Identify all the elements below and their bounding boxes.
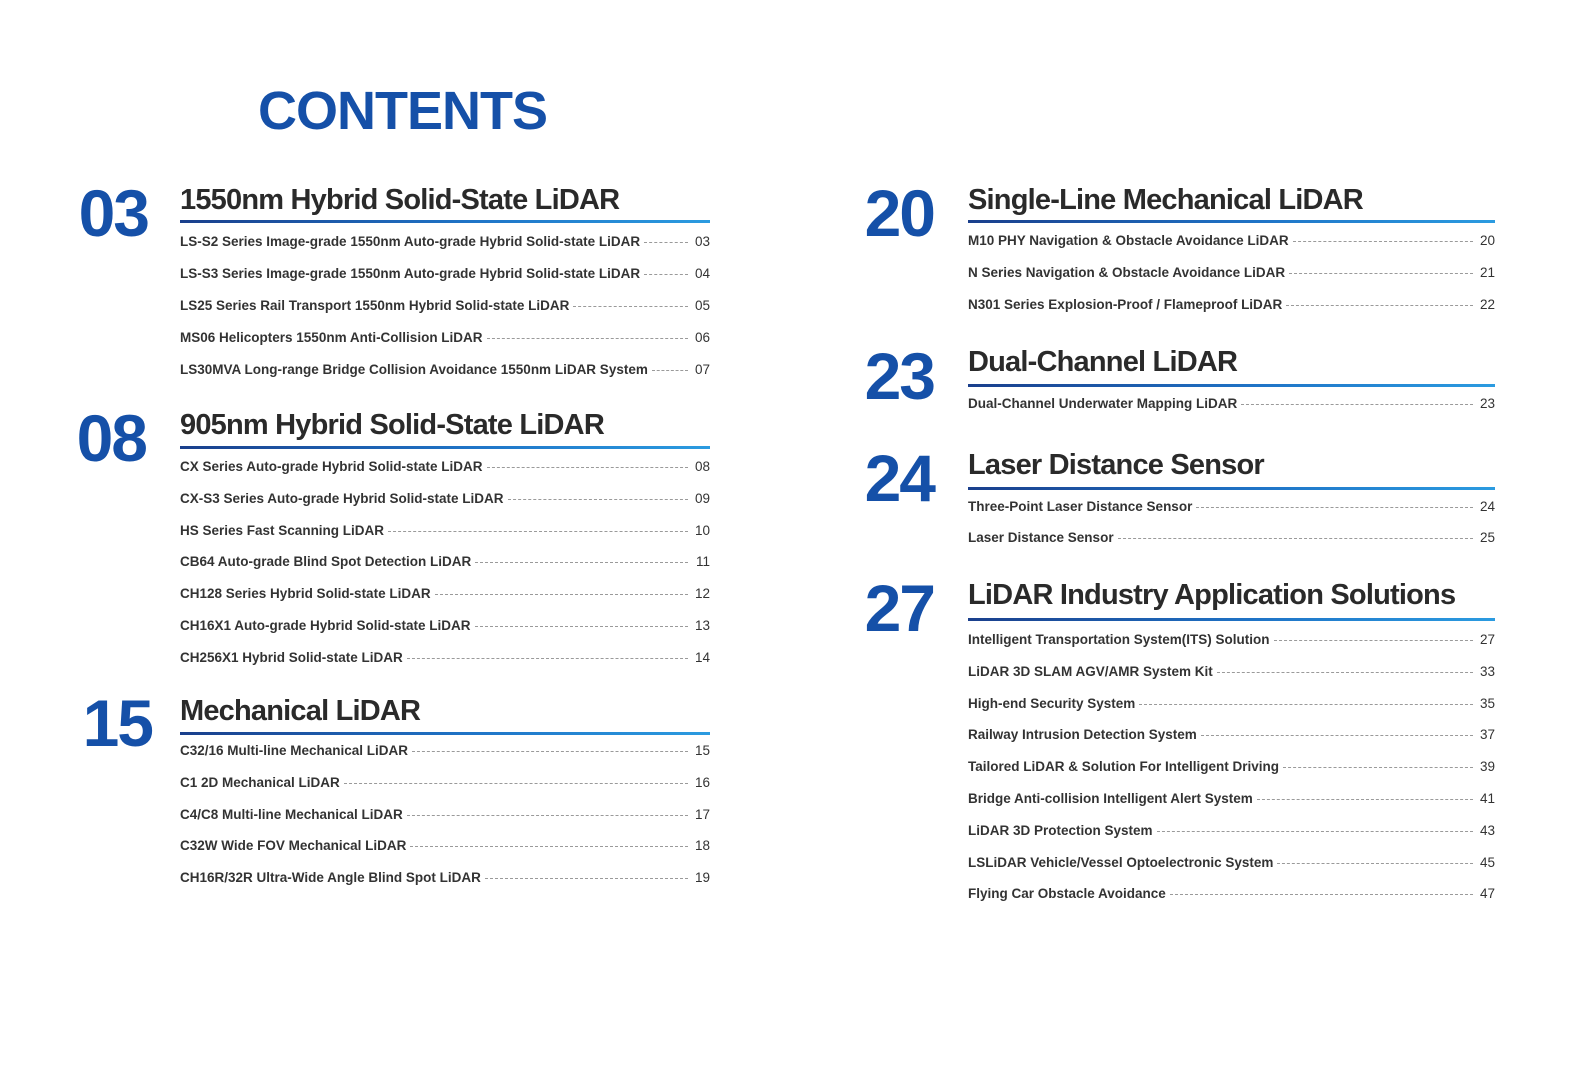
toc-entry-title: C32/16 Multi-line Mechanical LiDAR [180,742,409,758]
section-heading: Single-Line Mechanical LiDAR [968,184,1363,216]
dotted-leader [487,338,688,339]
toc-page-number: 25 [1479,529,1495,545]
toc-entry[interactable] [180,583,710,603]
toc-entry[interactable] [968,883,1495,903]
section-number: 20 [864,176,934,250]
dotted-leader [407,658,688,659]
toc-page-number: 14 [694,649,710,665]
toc-entry-title: Laser Distance Sensor [968,529,1114,545]
dotted-leader [1289,273,1473,274]
dotted-leader [435,594,688,595]
toc-entry-title: CX Series Auto-grade Hybrid Solid-state LiDAR [180,458,483,474]
toc-entry[interactable] [180,804,710,824]
toc-entry-title: Bridge Anti-collision Intelligent Alert System [968,790,1253,806]
toc-entry[interactable] [180,520,710,540]
toc-entry-title: Tailored LiDAR & Solution For Intelligent Driving [968,758,1279,774]
toc-entry[interactable] [180,359,710,379]
toc-entry-title: C32W Wide FOV Mechanical LiDAR [180,837,407,853]
toc-page-number: 45 [1479,854,1495,870]
dotted-leader [1293,241,1473,242]
section-number: 03 [78,176,148,250]
toc-page-number: 23 [1479,395,1495,411]
dotted-leader [1286,305,1473,306]
toc-entry-title: High-end Security System [968,695,1136,711]
toc-entry-title: LiDAR 3D SLAM AGV/AMR System Kit [968,663,1213,679]
section-number: 27 [864,571,934,645]
toc-entry-title: LSLiDAR Vehicle/Vessel Optoelectronic System [968,854,1274,870]
toc-entry-title: CB64 Auto-grade Blind Spot Detection LiDAR [180,553,472,569]
toc-page-number: 21 [1479,264,1495,280]
section-number: 24 [864,441,934,515]
section-heading: Laser Distance Sensor [968,449,1264,481]
toc-entry[interactable] [180,647,710,667]
toc-entry-title: CX-S3 Series Auto-grade Hybrid Solid-state LiDAR [180,490,504,506]
toc-entry[interactable] [968,393,1495,413]
toc-entry-title: Three-Point Laser Distance Sensor [968,498,1193,514]
toc-entry[interactable] [968,852,1495,872]
dotted-leader [644,274,688,275]
dotted-leader [1118,538,1473,539]
toc-entry-title: MS06 Helicopters 1550nm Anti-Collision LiDAR [180,329,483,345]
toc-entry-title: CH16X1 Auto-grade Hybrid Solid-state LiDAR [180,617,471,633]
toc-entry-title: N301 Series Explosion-Proof / Flameproof LiDAR [968,296,1283,312]
toc-entry[interactable] [968,262,1495,282]
toc-entry[interactable] [180,231,710,251]
toc-page-number: 27 [1479,631,1495,647]
dotted-leader [1157,831,1473,832]
toc-page-number: 09 [694,490,710,506]
toc-page-number: 17 [694,806,710,822]
toc-page-number: 10 [694,522,710,538]
toc-page-number: 08 [694,458,710,474]
toc-page-number: 07 [694,361,710,377]
toc-page-number: 47 [1479,885,1495,901]
toc-page-number: 22 [1479,296,1495,312]
toc-page-number: 13 [694,617,710,633]
dotted-leader [475,626,688,627]
toc-entry[interactable] [180,867,710,887]
section-divider [968,220,1495,223]
toc-entry-title: CH128 Series Hybrid Solid-state LiDAR [180,585,431,601]
dotted-leader [1274,640,1473,641]
toc-page-number: 06 [694,329,710,345]
page-title: CONTENTS [258,81,547,141]
toc-page-number: 12 [694,585,710,601]
section-divider [968,487,1495,490]
toc-entry-title: C1 2D Mechanical LiDAR [180,774,340,790]
toc-entry[interactable] [180,615,710,635]
dotted-leader [344,783,688,784]
toc-entry-title: LS25 Series Rail Transport 1550nm Hybrid Solid-state LiDAR [180,297,570,313]
dotted-leader [1283,767,1473,768]
toc-page-number: 15 [694,742,710,758]
toc-entry[interactable] [180,740,710,760]
dotted-leader [652,370,688,371]
section-divider [968,384,1495,387]
toc-entry-title: HS Series Fast Scanning LiDAR [180,522,385,538]
dotted-leader [1257,799,1473,800]
toc-entry[interactable] [180,488,710,508]
dotted-leader [410,846,688,847]
dotted-leader [1201,735,1473,736]
dotted-leader [1241,404,1473,405]
toc-entry-title: LS-S2 Series Image-grade 1550nm Auto-grade Hybrid Solid-state LiDAR [180,233,641,249]
toc-entry-title: LS30MVA Long-range Bridge Collision Avoidance 1550nm LiDAR System [180,361,648,377]
toc-page-number: 24 [1479,498,1495,514]
toc-entry[interactable] [180,772,710,792]
toc-page-number: 03 [694,233,710,249]
dotted-leader [508,499,688,500]
toc-entry-title: LS-S3 Series Image-grade 1550nm Auto-grade Hybrid Solid-state LiDAR [180,265,641,281]
toc-page-number: 35 [1479,695,1495,711]
toc-entry[interactable] [968,820,1495,840]
toc-page-number: 41 [1479,790,1495,806]
toc-entry[interactable] [968,788,1495,808]
toc-entry[interactable] [180,456,710,476]
toc-entry[interactable] [968,724,1495,744]
dotted-leader [388,531,688,532]
toc-page-number: 04 [694,265,710,281]
toc-entry[interactable] [968,527,1495,547]
toc-entry[interactable] [180,835,710,855]
section-heading: Dual-Channel LiDAR [968,346,1238,378]
toc-page-number: 11 [695,553,710,569]
section-divider [180,446,710,449]
dotted-leader [1196,507,1473,508]
toc-entry[interactable] [180,551,710,571]
section-number: 08 [76,401,146,475]
dotted-leader [412,751,688,752]
toc-entry-title: C4/C8 Multi-line Mechanical LiDAR [180,806,403,822]
toc-page-number: 33 [1479,663,1495,679]
dotted-leader [1217,672,1473,673]
dotted-leader [485,878,688,879]
toc-page-number: 05 [694,297,710,313]
section-divider [968,618,1495,621]
section-heading: 1550nm Hybrid Solid-State LiDAR [180,184,620,216]
toc-entry[interactable] [968,693,1495,713]
toc-entry-title: LiDAR 3D Protection System [968,822,1153,838]
section-divider [180,732,710,735]
toc-entry[interactable] [180,263,710,283]
dotted-leader [407,815,688,816]
toc-page-number: 16 [694,774,710,790]
toc-page-number: 19 [694,869,710,885]
toc-entry-title: Dual-Channel Underwater Mapping LiDAR [968,395,1238,411]
section-number: 23 [864,339,934,413]
toc-page-number: 18 [694,837,710,853]
toc-entry[interactable] [968,496,1495,516]
section-number: 15 [82,686,152,760]
section-heading: 905nm Hybrid Solid-State LiDAR [180,409,604,441]
toc-entry-title: Intelligent Transportation System(ITS) Solution [968,631,1270,647]
toc-entry[interactable] [968,661,1495,681]
toc-entry[interactable] [968,629,1495,649]
toc-entry-title: Flying Car Obstacle Avoidance [968,885,1166,901]
toc-entry-title: CH16R/32R Ultra-Wide Angle Blind Spot LiDAR [180,869,481,885]
dotted-leader [1170,894,1473,895]
toc-entry[interactable] [968,756,1495,776]
toc-entry[interactable] [968,230,1495,250]
dotted-leader [487,467,688,468]
section-heading: LiDAR Industry Application Solutions [968,579,1456,611]
toc-entry-title: Railway Intrusion Detection System [968,726,1197,742]
toc-entry-title: M10 PHY Navigation & Obstacle Avoidance LiDAR [968,232,1289,248]
toc-page-number: 43 [1479,822,1495,838]
toc-page-number: 39 [1479,758,1495,774]
section-heading: Mechanical LiDAR [180,695,421,727]
toc-page-number: 37 [1479,726,1495,742]
dotted-leader [475,562,688,563]
toc-entry[interactable] [180,327,710,347]
dotted-leader [1277,863,1473,864]
dotted-leader [1139,704,1473,705]
dotted-leader [573,306,688,307]
dotted-leader [644,242,688,243]
toc-entry-title: N Series Navigation & Obstacle Avoidance LiDAR [968,264,1286,280]
toc-entry[interactable] [968,294,1495,314]
toc-entry-title: CH256X1 Hybrid Solid-state LiDAR [180,649,403,665]
toc-entry[interactable] [180,295,710,315]
toc-page-number: 20 [1479,232,1495,248]
section-divider [180,220,710,223]
